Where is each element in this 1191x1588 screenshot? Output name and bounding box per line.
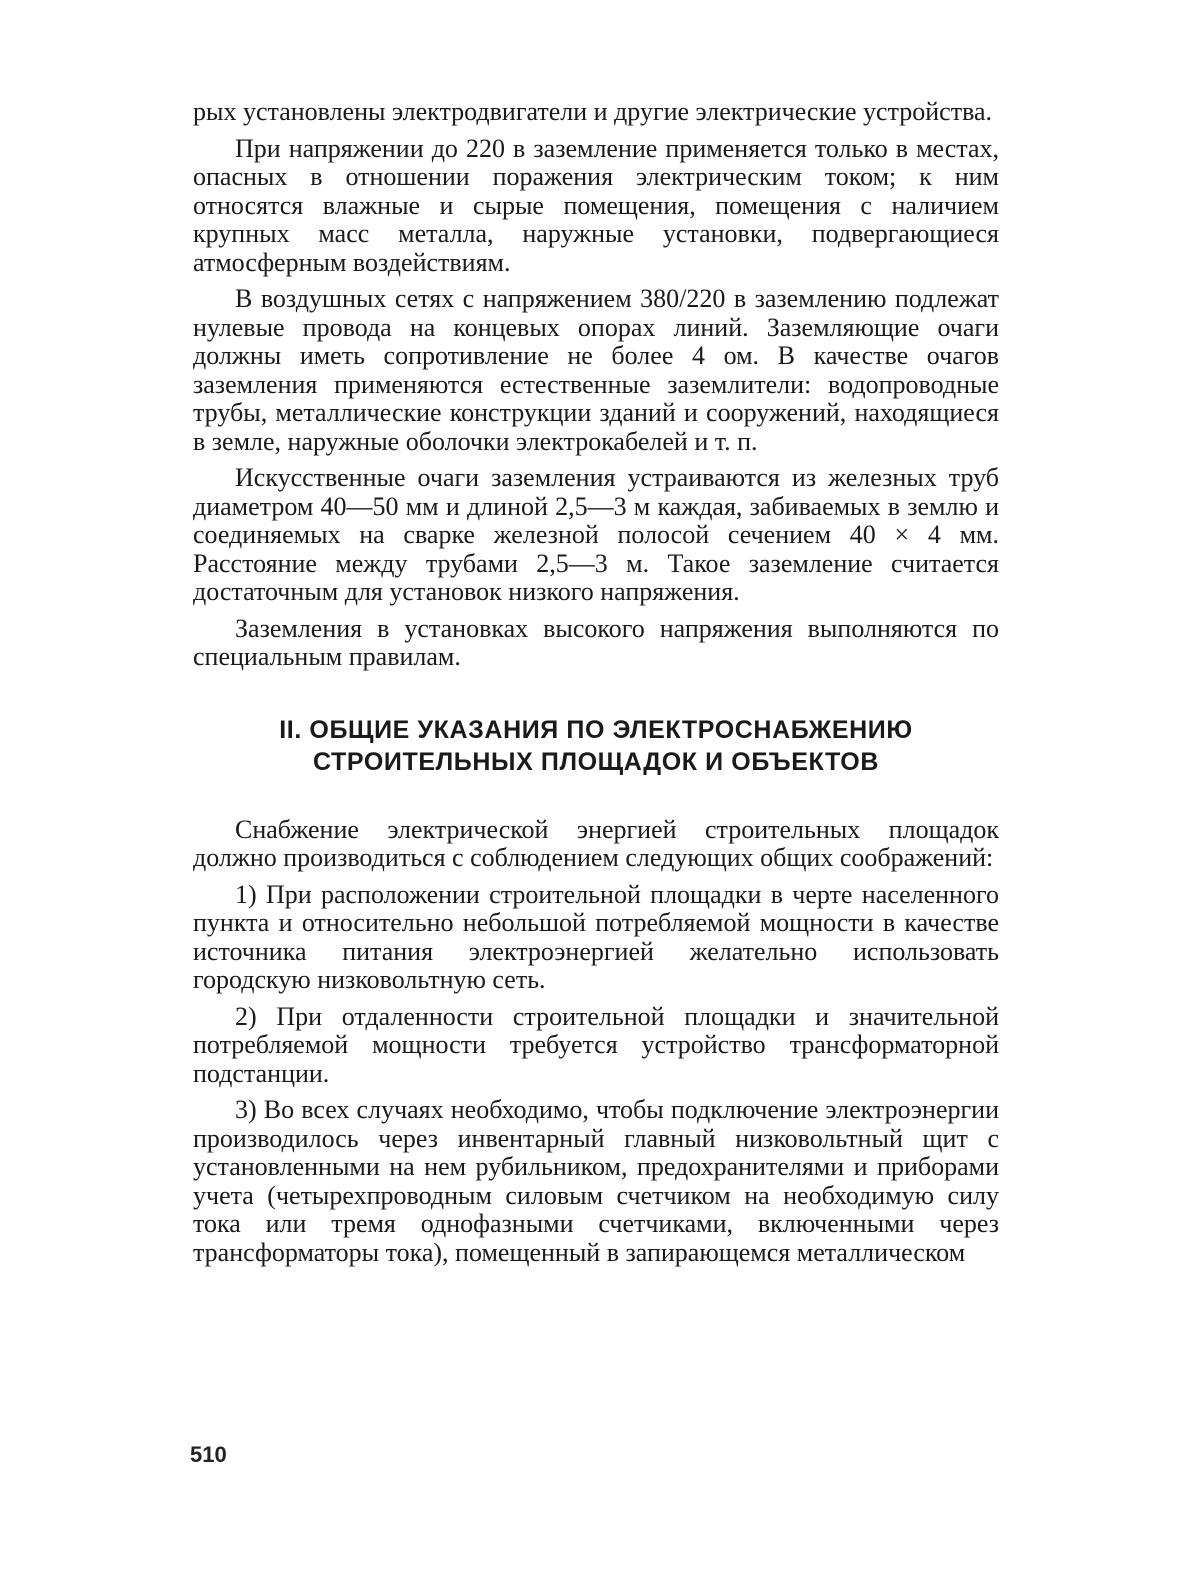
section-heading	[193, 714, 999, 778]
paragraph-supply-intro: Снабжение электрической энергией строительных площадок должно производиться с соблюдением следующих общих соображений:	[193, 814, 999, 872]
paragraph-continuation: рых установлены электродвигатели и другие электрические устройства.	[193, 97, 993, 126]
list-item-3: 3) Во всех случаях необходимо, чтобы подключение электроэнергии производилось через инвентарный главный низковольтный щит с установленными на нем рубильником, предохранителями и приборами учета (четырехпроводным силовым счетчиком на необходимую силу тока или тремя однофазными счетчиками, включенными через трансформаторы тока), помещенный в запирающемся металлическом	[193, 1095, 999, 1267]
paragraph-overhead-networks: В воздушных сетях с напряжением 380/220 в заземлению подлежат нулевые провода на концевых опорах линий. Заземляющие очаги должны иметь сопротивление не более 4 ом. В качестве очагов заземления применяются естественные заземлители: водопроводные трубы, металлические конструкции зданий и сооружений, находящиеся в земле, наружные оболочки электрокабелей и т. п.	[193, 284, 999, 456]
page-number: 510	[190, 1442, 227, 1467]
section-heading-line-2: СТРОИТЕЛЬНЫХ ПЛОЩАДОК И ОБЪЕКТОВ	[313, 747, 879, 776]
page-body	[193, 98, 999, 1267]
list-item-2: 2) При отдаленности строительной площадки и значительной потребляемой мощности требуется устройство трансформаторной подстанции.	[193, 1001, 999, 1088]
paragraph-220v-grounding: При напряжении до 220 в заземление применяется только в местах, опасных в отношении поражения электрическим током; к ним относятся влажные и сырые помещения, помещения с наличием крупных масс металла, наружные установки, подвергающиеся атмосферным воздействиям.	[193, 133, 999, 277]
paragraph-artificial-grounding: Искусственные очаги заземления устраиваются из железных труб диаметром 40—50 мм и длиной 2,5—3 м каждая, забиваемых в землю и соединяемых на сварке железной полосой сечением 40 × 4 мм. Расстояние между трубами 2,5—3 м. Такое заземление считается достаточным для установок низкого напряжения.	[193, 463, 999, 606]
paragraph-high-voltage: Заземления в установках высокого напряжения выполняются по специальным правилам.	[193, 613, 999, 671]
list-item-1: 1) При расположении строительной площадки в черте населенного пункта и относительно небольшой потребляемой мощности в качестве источника питания электроэнергией желательно использовать городскую низковольтную сеть.	[193, 879, 999, 994]
section-heading-line-1: II. ОБЩИЕ УКАЗАНИЯ ПО ЭЛЕКТРОСНАБЖЕНИЮ	[279, 715, 913, 744]
